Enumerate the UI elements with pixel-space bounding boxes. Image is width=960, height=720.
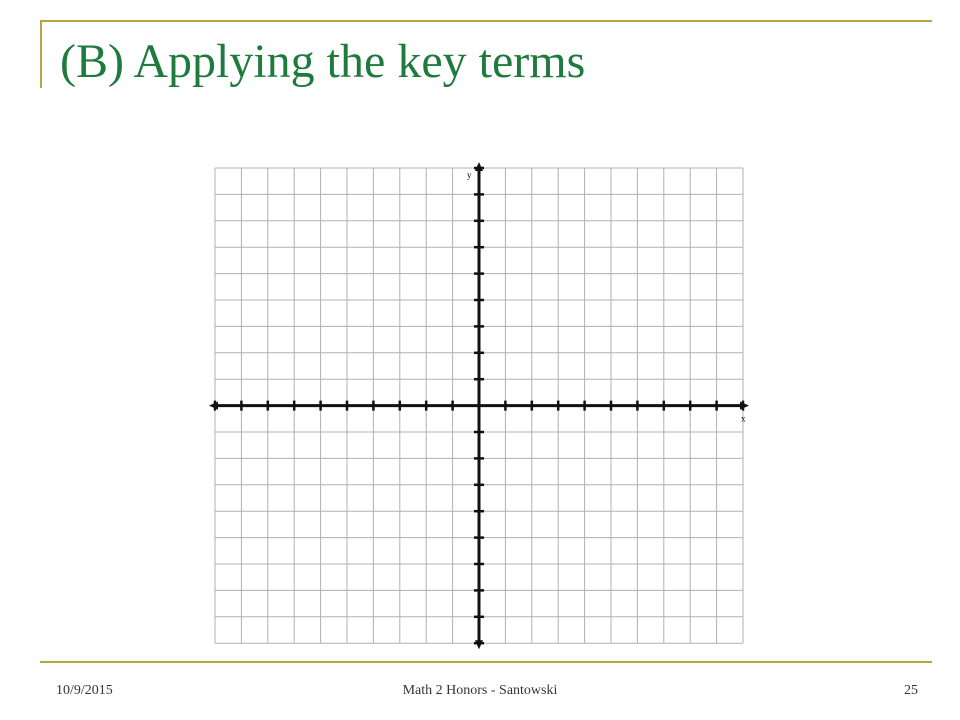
y-axis-label: y [467,170,472,180]
y-axis-arrow [475,162,483,171]
x-axis-arrow [740,402,749,410]
coordinate-grid [205,160,765,650]
footer-title: Math 2 Honors - Santowski [402,683,558,698]
axes [209,162,749,649]
x-axis-arrow-negative [209,402,218,410]
top-accent-line [40,20,932,22]
footer-accent-line [40,661,932,663]
y-axis-arrow-negative [475,640,483,649]
left-accent-line [40,20,42,88]
slide-title: (B) Applying the key terms [60,35,586,88]
x-axis-label: x [741,413,746,424]
footer-date: 10/9/2015 [56,683,113,698]
page-number: 25 [904,683,918,698]
